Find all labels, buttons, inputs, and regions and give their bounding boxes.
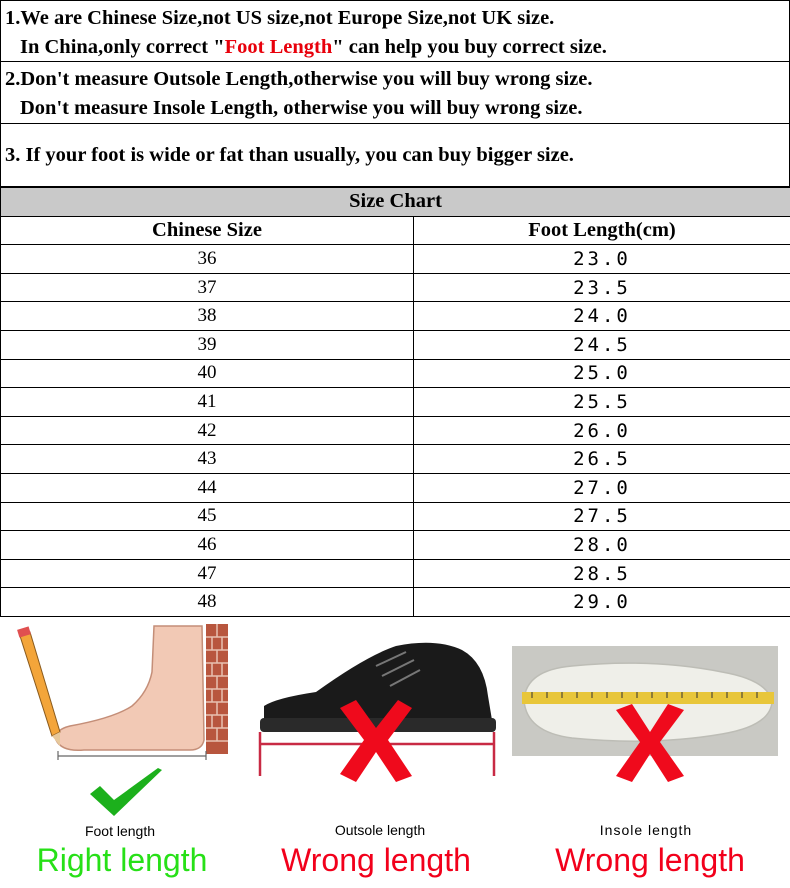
sneaker-icon <box>260 643 496 732</box>
note-3-line: 3. If your foot is wide or fat than usually, you can buy bigger size. <box>5 144 574 166</box>
note-1-line-b-suffix: " can help you buy correct size. <box>332 36 607 58</box>
foot-length-cell: 24.0 <box>414 302 790 331</box>
table-row <box>1 588 790 617</box>
note-wide-foot <box>1 124 789 186</box>
note-1-line-a: 1.We are Chinese Size,not US size,not Europe Size,not UK size. <box>5 7 555 29</box>
foot-length-cell: 25.5 <box>414 388 790 417</box>
measurement-illustrations <box>0 622 790 888</box>
note-chinese-size <box>1 1 789 62</box>
foot-length-cell: 28.5 <box>414 559 790 588</box>
table-row <box>1 473 790 502</box>
chinese-size-cell: 45 <box>1 502 414 531</box>
size-chart-caption: Size Chart <box>1 188 790 217</box>
chinese-size-cell: 47 <box>1 559 414 588</box>
ruler-icon <box>522 692 774 704</box>
insole-image <box>512 646 778 782</box>
table-row <box>1 502 790 531</box>
foot-length-cell: 23.5 <box>414 273 790 302</box>
chinese-size-cell: 48 <box>1 588 414 617</box>
foot-length-cell: 26.5 <box>414 445 790 474</box>
foot-length-cell: 27.5 <box>414 502 790 531</box>
chinese-size-cell: 44 <box>1 473 414 502</box>
insole-length-label: Insole length <box>599 822 693 838</box>
chinese-size-cell: 43 <box>1 445 414 474</box>
chinese-size-cell: 42 <box>1 416 414 445</box>
foot-icon <box>56 626 204 750</box>
foot-length-cell: 25.0 <box>414 359 790 388</box>
table-row <box>1 359 790 388</box>
table-row <box>1 445 790 474</box>
foot-length-cell: 28.0 <box>414 531 790 560</box>
table-row <box>1 302 790 331</box>
chinese-size-cell: 46 <box>1 531 414 560</box>
chinese-size-cell: 39 <box>1 330 414 359</box>
note-2-line-a: 2.Don't measure Outsole Length,otherwise you will buy wrong size. <box>5 68 593 90</box>
foot-length-cell: 27.0 <box>414 473 790 502</box>
insole-wrong-verdict: Wrong length <box>555 842 745 878</box>
chinese-size-cell: 37 <box>1 273 414 302</box>
table-row <box>1 559 790 588</box>
size-notes <box>0 0 790 187</box>
table-row <box>1 416 790 445</box>
chinese-size-cell: 36 <box>1 245 414 274</box>
table-row <box>1 531 790 560</box>
foot-length-highlight: Foot Length <box>224 36 333 58</box>
size-chart-table <box>0 187 790 617</box>
column-header-chinese-size: Chinese Size <box>1 216 414 245</box>
note-dont-measure <box>1 62 789 124</box>
pencil-icon <box>17 626 60 746</box>
brick-wall-icon <box>206 624 228 754</box>
foot-length-label: Foot length <box>84 823 156 839</box>
foot-length-cell: 29.0 <box>414 588 790 617</box>
table-row <box>1 245 790 274</box>
foot-length-cell: 26.0 <box>414 416 790 445</box>
checkmark-icon <box>88 766 164 822</box>
chinese-size-cell: 38 <box>1 302 414 331</box>
table-row <box>1 273 790 302</box>
chinese-size-cell: 40 <box>1 359 414 388</box>
foot-measurement-image <box>14 622 234 762</box>
right-length-verdict: Right length <box>36 842 208 878</box>
foot-length-cell: 24.5 <box>414 330 790 359</box>
foot-length-cell: 23.0 <box>414 245 790 274</box>
note-2-line-b: Don't measure Insole Length, otherwise you will buy wrong size. <box>20 97 583 119</box>
outsole-length-label: Outsole length <box>334 822 426 838</box>
note-1-line-b <box>5 33 789 62</box>
chinese-size-cell: 41 <box>1 388 414 417</box>
shoe-outsole-image <box>256 636 496 786</box>
note-1-line-b-prefix: In China,only correct " <box>20 36 225 58</box>
table-row <box>1 330 790 359</box>
outsole-wrong-verdict: Wrong length <box>281 842 471 878</box>
column-header-foot-length: Foot Length(cm) <box>414 216 790 245</box>
table-row <box>1 388 790 417</box>
